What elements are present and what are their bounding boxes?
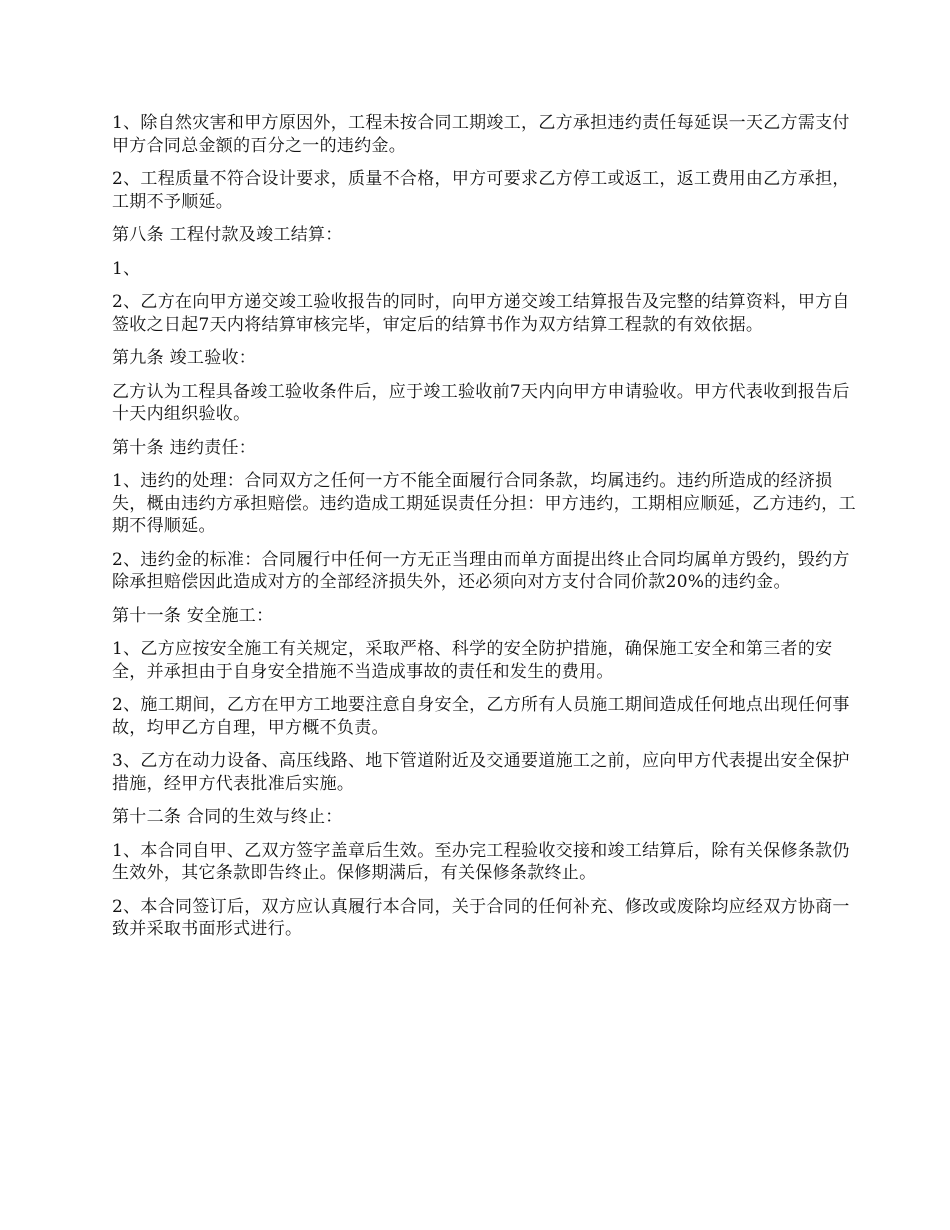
article-11-item-3: 3、乙方在动力设备、高压线路、地下管道附近及交通要道施工之前，应向甲方代表提出安全保护措施，经甲方代表批准后实施。 xyxy=(112,751,850,794)
document-page xyxy=(112,112,858,952)
article-12-item-2: 2、本合同签订后，双方应认真履行本合同，关于合同的任何补充、修改或废除均应经双方协商一致并采取书面形式进行。 xyxy=(112,896,850,939)
article-11-item-1: 1、乙方应按安全施工有关规定，采取严格、科学的安全防护措施，确保施工安全和第三者的安全，并承担由于自身安全措施不当造成事故的责任和发生的费用。 xyxy=(112,639,833,682)
clause-delay-penalty: 1、除自然灾害和甲方原因外，工程未按合同工期竣工，乙方承担违约责任每延误一天乙方需支付甲方合同总金额的百分之一的违约金。 xyxy=(112,113,850,156)
article-10-item-1: 1、违约的处理：合同双方之任何一方不能全面履行合同条款，均属违约。违约所造成的经济损失，概由违约方承担赔偿。违约造成工期延误责任分担：甲方违约，工期相应顺延，乙方违约，工期不得顺延。 xyxy=(112,471,856,536)
article-8-item-2: 2、乙方在向甲方递交竣工验收报告的同时，向甲方递交竣工结算报告及完整的结算资料，甲方自签收之日起7天内将结算审核完毕，审定后的结算书作为双方结算工程款的有效依据。 xyxy=(112,292,850,335)
article-8-heading: 第八条 工程付款及竣工结算： xyxy=(112,225,343,245)
article-11-item-2: 2、施工期间，乙方在甲方工地要注意自身安全，乙方所有人员施工期间造成任何地点出现任何事故，均甲乙方自理，甲方概不负责。 xyxy=(112,695,850,738)
article-8-item-1: 1、 xyxy=(112,258,141,279)
article-10-item-2: 2、违约金的标准：合同履行中任何一方无正当理由而单方面提出终止合同均属单方毁约，毁约方除承担赔偿因此造成对方的全部经济损失外，还必须向对方支付合同价款20%的违约金。 xyxy=(112,549,850,592)
article-12-item-1: 1、本合同自甲、乙双方签字盖章后生效。至办完工程验收交接和竣工结算后，除有关保修条款仍生效外，其它条款即告终止。保修期满后，有关保修条款终止。 xyxy=(112,840,850,883)
article-9-body: 乙方认为工程具备竣工验收条件后，应于竣工验收前7天内向甲方申请验收。甲方代表收到报告后十天内组织验收。 xyxy=(112,381,850,424)
article-12-heading: 第十二条 合同的生效与终止： xyxy=(112,807,343,827)
article-9-heading: 第九条 竣工验收： xyxy=(112,348,257,368)
article-11-heading: 第十一条 安全施工： xyxy=(112,605,274,626)
clause-quality-rework: 2、工程质量不符合设计要求，质量不合格，甲方可要求乙方停工或返工，返工费用由乙方承担，工期不予顺延。 xyxy=(112,169,850,212)
article-10-heading: 第十条 违约责任： xyxy=(112,437,257,458)
